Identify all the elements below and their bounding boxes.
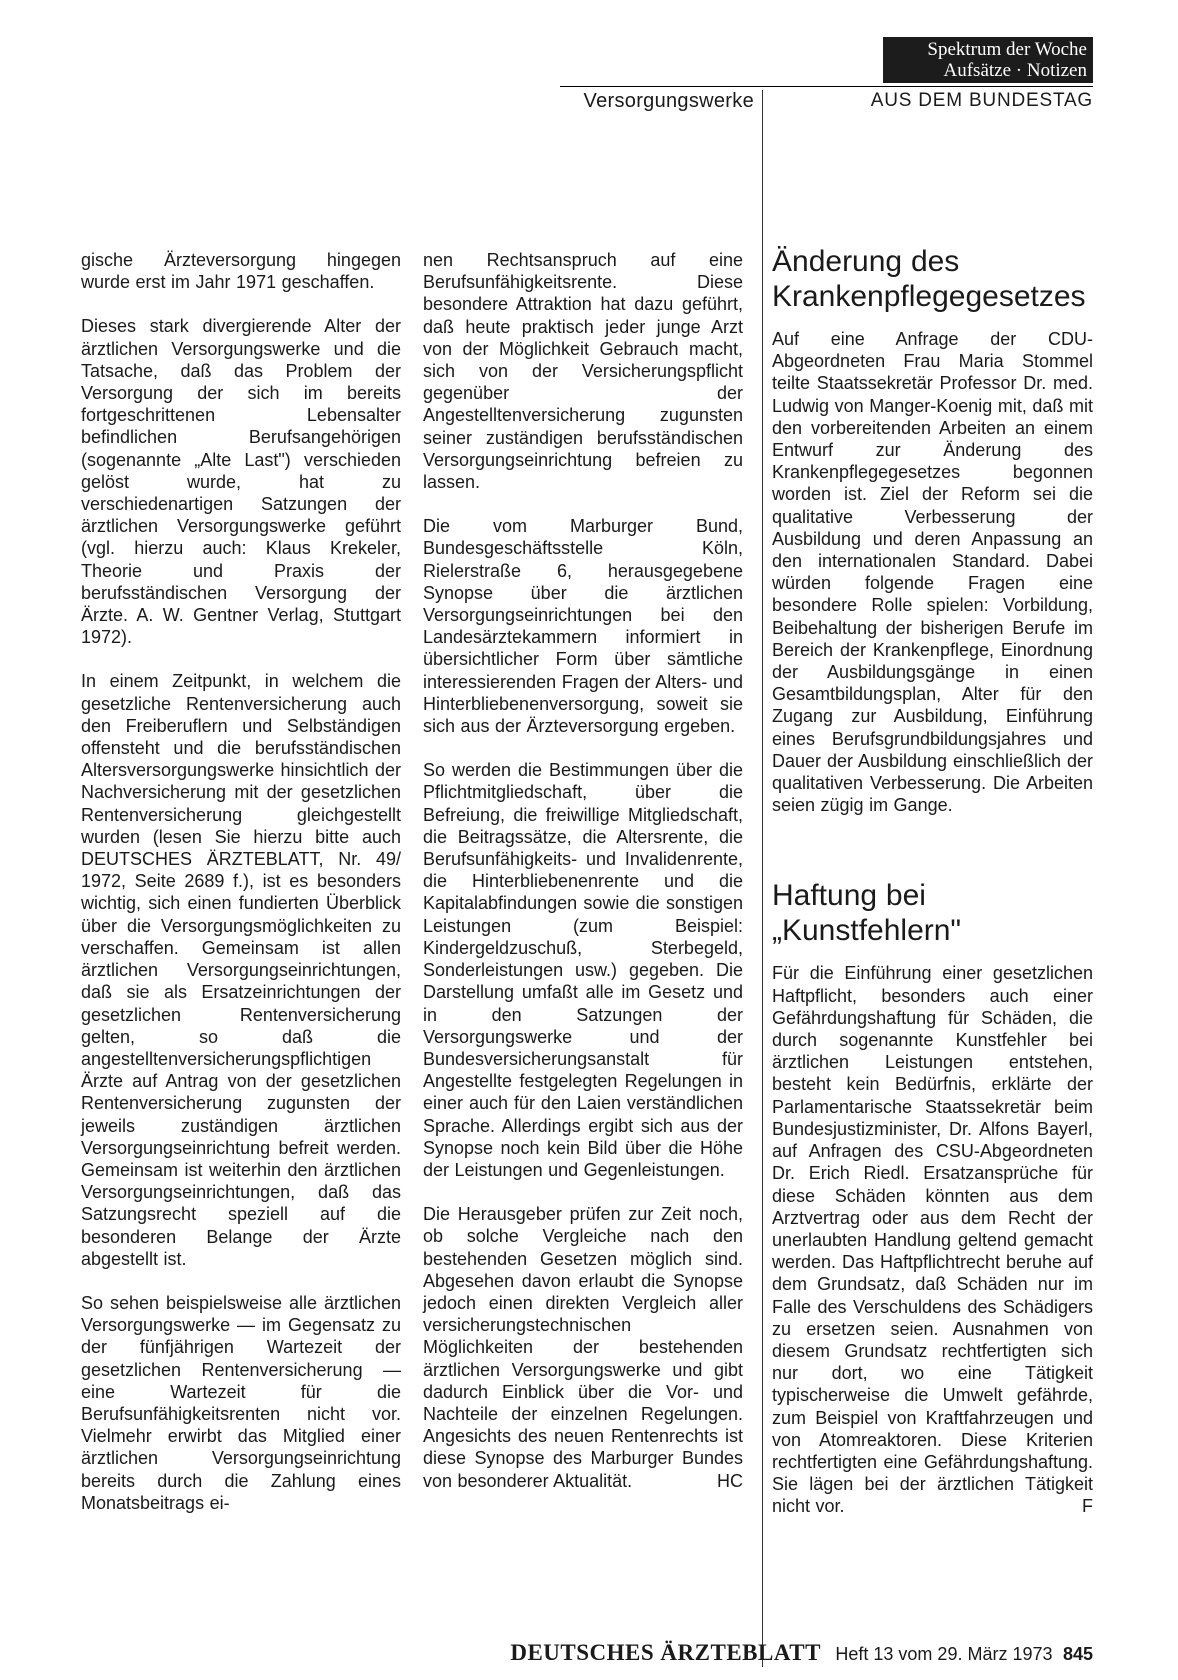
news-body-text: Für die Einführung einer gesetzlichen Haftpflicht, besonders auch einer Gefährdungshaftung für Schäden, die durch sogenannte Kunstfehler bei ärztlichen Leistungen entstehen, besteht kein Bedürfnis, erklärte der Parlamentarische Staatssekretär beim Bundesjustizminister, Dr. Alfons Bayerl, auf Anfragen des CSU-Abgeordneten Dr. Erich Riedl. Ersatzansprüche für diese Schäden könnten aus dem Arztvertrag oder aus dem Recht der unerlaubten Handlung geltend gemacht werden. Das Haftpflichtrecht beruhe auf dem Grundsatz, daß Schäden nur im Falle des Verschuldens des Schädigers zu ersetzen seien. Ausnahmen von diesem Grundsatz rechtfertigten sich nur dort, wo eine Tätigkeit typischerweise die Umwelt gefährde, zum Beispiel von Kraftfahrzeugen und von Atomreaktoren. Diese Kriterien rechtfertigten eine Gefährdungshaftung. Sie lägen bei der ärztlichen Tätigkeit nicht vor.: [772, 963, 1093, 1517]
journal-name: DEUTSCHES ÄRZTEBLATT: [510, 1640, 821, 1665]
headline-line: „Kunstfehlern": [772, 914, 962, 948]
section-title-left: Versorgungswerke: [583, 90, 754, 112]
headline-kunstfehler: [772, 878, 1093, 948]
author-signature: F: [1082, 1496, 1093, 1517]
paragraph: nen Rechtsanspruch auf eine Berufsunfähigkeitsrente. Diese besondere Attraktion hat dazu geführt, daß heute praktisch jeder junge Arzt von der Möglichkeit Gebrauch macht, sich von der Versicherungspflicht gegenüber der Angestelltenversicherung zugunsten seiner zuständigen berufsständischen Versorgungseinrichtung befreien zu lassen.: [423, 250, 743, 493]
headline-line: Haftung bei: [772, 879, 926, 913]
badge-line-2: Aufsätze · Notizen: [943, 60, 1087, 81]
paragraph: So sehen beispielsweise alle ärztlichen Versorgungswerke — im Gegensatz zu der fünfjährigen Wartezeit der gesetzlichen Rentenversicherung — eine Wartezeit für die Berufsunfähigkeitsrenten nicht vor. Vielmehr erwirbt das Mitglied einer ärztlichen Versorgungseinrichtung bereits durch die Zahlung eines Monatsbeitrags ei-: [81, 1292, 401, 1513]
headline-krankenpflegegesetz: [772, 244, 1093, 314]
section-title-right: AUS DEM BUNDESTAG: [870, 90, 1093, 111]
page-number: 845: [1062, 1644, 1093, 1664]
badge-line-1: Spektrum der Woche: [927, 39, 1087, 60]
article-column-1: [81, 249, 401, 1536]
news-column: [772, 244, 1093, 1540]
paragraph: So werden die Bestimmungen über die Pflichtmitgliedschaft, über die Befreiung, die freiwillige Mitgliedschaft, die Beitragssätze, die Altersrente, die Berufsunfähigkeits- und Invalidenrente, die Hinterbliebenenrente und die Kapitalabfindungen sowie die sonstigen Leistungen (zum Beispiel: Kindergeldzuschuß, Sterbegeld, Sonderleistungen usw.) gegeben. Die Darstellung umfaßt alle im Gesetz und in den Satzungen der Versorgungswerke und der Bundesversicherungsanstalt für Angestellte festgelegten Regelungen in einer auch für den Laien verständlichen Sprache. Allerdings ergibt sich aus der Synopse noch kein Bild über die Höhe der Leistungen und Gegenleistungen.: [423, 760, 743, 1180]
paragraph: [423, 1203, 743, 1492]
headline-line: Änderung des: [772, 245, 960, 278]
section-badge: [883, 37, 1093, 83]
column-divider: [762, 90, 763, 1667]
news-body: Auf eine Anfrage der CDU-Abgeordneten Frau Maria Stommel teilte Staatssekretär Professor Dr. med. Ludwig von Manger-Koenig mit, daß mit den vorbereitenden Arbeiten an einem Entwurf zur Änderung des Krankenpflegegesetzes begonnen worden ist. Ziel der Reform sei die qualitative Verbesserung der Ausbildung und deren Anpassung an den internationalen Standard. Dabei würden folgende Fragen eine besondere Rolle spielen: Vorbildung, Beibehaltung der bisherigen Berufe im Bereich der Krankenpflege, Einordnung der Ausbildungsgänge in einen Gesamtbildungsplan, Alter für den Zugang zur Ausbildung, Einführung eines Berufsgrundbildungsjahres und Dauer der Ausbildung einschließlich der qualitativen Verbesserung. Die Arbeiten seien zügig im Gange.: [772, 329, 1093, 816]
paragraph: Dieses stark divergierende Alter der ärztlichen Versorgungswerke und die Tatsache, daß das Problem der Versorgung der sich im bereits fortgeschrittenen Lebensalter befindlichen Berufsangehörigen (sogenannte „Alte Last") verschieden gelöst wurde, hat zu verschiedenartigen Satzungen der ärztlichen Versorgungswerke geführt (vgl. hierzu auch: Klaus Krekeler, Theorie und Praxis der berufsständischen Versorgung der Ärzte. A. W. Gentner Verlag, Stuttgart 1972).: [81, 316, 401, 648]
news-body: [772, 962, 1093, 1517]
paragraph: In einem Zeitpunkt, in welchem die gesetzliche Rentenversicherung auch den Freiberuflern und Selbständigen offensteht und die berufsständischen Altersversorgungswerke hinsichtlich der Nachversicherung mit der gesetzlichen Rentenversicherung gleichgestellt wurden (lesen Sie hierzu bitte auch DEUTSCHES ÄRZTEBLATT, Nr. 49/ 1972, Seite 2689 f.), ist es besonders wichtig, sich einen fundierten Überblick über die Versorgungsmöglichkeiten zu verschaffen. Gemeinsam ist allen ärztlichen Versorgungseinrichtungen, daß sie als Ersatzeinrichtungen der gesetzlichen Rentenversicherung gelten, so daß die angestelltenversicherungspflichtigen Ärzte auf Antrag von der gesetzlichen Rentenversicherung zugunsten der jeweils zuständigen ärztlichen Versorgungseinrichtung befreit werden. Gemeinsam ist weiterhin den ärztlichen Versorgungseinrichtungen, daß das Satzungsrecht speziell auf die besonderen Belange der Ärzte abgestellt ist.: [81, 671, 401, 1269]
paragraph-text: Die Herausgeber prüfen zur Zeit noch, ob solche Vergleiche nach den bestehenden Gesetzen möglich sind. Abgesehen davon erlaubt die Synopse jedoch einen direkten Vergleich aller versicherungstechnischen Möglichkeiten der bestehenden ärztlichen Versorgungswerke und gibt dadurch Einblick über die Vor- und Nachteile der einzelnen Regelungen. Angesichts des neuen Rentenrechts ist diese Synopse des Marburger Bundes von besonderer Aktualität.: [423, 1204, 743, 1491]
page-footer: [470, 1640, 1093, 1666]
paragraph: gische Ärzteversorgung hingegen wurde erst im Jahr 1971 geschaffen.: [81, 250, 401, 293]
article-column-2: [423, 249, 743, 1514]
headline-line: Krankenpflegegesetzes: [772, 280, 1086, 313]
header-rule: [560, 86, 1093, 87]
issue-info: Heft 13 vom 29. März 1973: [835, 1644, 1053, 1664]
paragraph: Die vom Marburger Bund, Bundesgeschäftsstelle Köln, Rielerstraße 6, herausgegebene Synopse über die ärztlichen Versorgungseinrichtungen bei den Landesärztekammern informiert in übersichtlicher Form über sämtliche interessierenden Fragen der Alters- und Hinterbliebenenversorgung, soweit sie sich aus der Ärzteversorgung ergeben.: [423, 516, 743, 737]
author-signature: HC: [717, 1470, 743, 1491]
